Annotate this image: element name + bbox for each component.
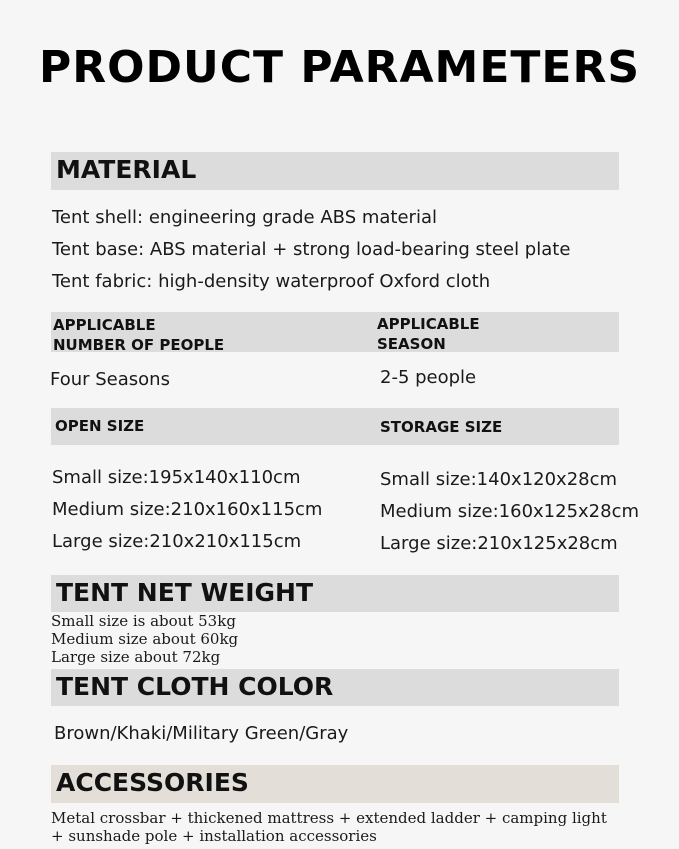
applicable-season-heading bbox=[377, 314, 480, 354]
open-size-small: Small size:195x140x110cm bbox=[52, 467, 301, 488]
accessories-line-1: Metal crossbar + thickened mattress + extended ladder + camping light bbox=[51, 809, 607, 827]
applicable-season-value: 2-5 people bbox=[380, 367, 477, 388]
open-size-medium: Medium size:210x160x115cm bbox=[52, 499, 323, 520]
applicable-people-heading-line2: NUMBER OF PEOPLE bbox=[53, 336, 225, 354]
accessories-line-2: + sunshade pole + installation accessories bbox=[51, 827, 377, 845]
storage-size-heading: STORAGE SIZE bbox=[380, 418, 503, 436]
storage-size-large: Large size:210x125x28cm bbox=[380, 533, 618, 554]
open-size-large: Large size:210x210x115cm bbox=[52, 531, 302, 552]
applicable-season-heading-line2: SEASON bbox=[377, 335, 446, 353]
material-base-line: Tent base: ABS material + strong load-bearing steel plate bbox=[52, 239, 571, 260]
color-value: Brown/Khaki/Military Green/Gray bbox=[54, 723, 349, 744]
applicable-people-value: Four Seasons bbox=[50, 369, 170, 390]
applicable-people-heading bbox=[53, 315, 224, 355]
material-fabric-line: Tent fabric: high-density waterproof Oxford cloth bbox=[52, 271, 491, 292]
applicable-people-heading-line1: APPLICABLE bbox=[53, 316, 156, 334]
material-shell-line: Tent shell: engineering grade ABS material bbox=[52, 207, 437, 228]
storage-size-small: Small size:140x120x28cm bbox=[380, 469, 618, 490]
page-title: PRODUCT PARAMETERS bbox=[38, 42, 641, 93]
open-size-heading: OPEN SIZE bbox=[55, 417, 145, 435]
weight-small-line: Small size is about 53kg bbox=[51, 612, 236, 630]
material-heading: MATERIAL bbox=[51, 152, 619, 190]
accessories-heading: ACCESSORIES bbox=[51, 765, 619, 803]
applicable-season-heading-line1: APPLICABLE bbox=[377, 315, 480, 333]
weight-large-line: Large size about 72kg bbox=[51, 648, 221, 666]
storage-size-medium: Medium size:160x125x28cm bbox=[380, 501, 640, 522]
color-heading: TENT CLOTH COLOR bbox=[51, 669, 619, 706]
weight-medium-line: Medium size about 60kg bbox=[51, 630, 239, 648]
weight-heading: TENT NET WEIGHT bbox=[51, 575, 619, 612]
